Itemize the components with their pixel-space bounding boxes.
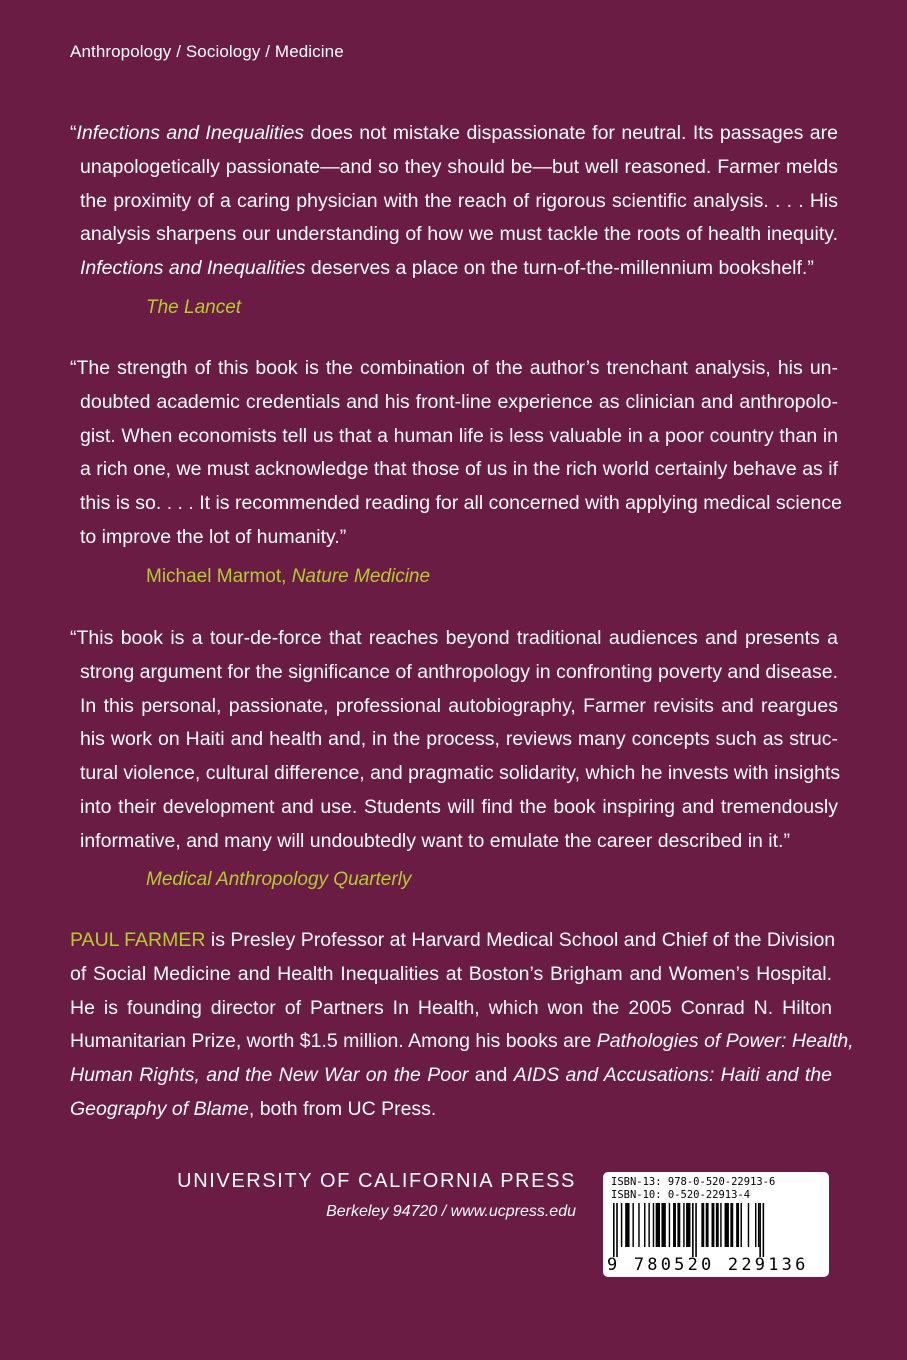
bio-line — [70, 1093, 832, 1127]
category-label: Anthropology / Sociology / Medicine — [70, 42, 344, 61]
quote-line — [70, 420, 838, 454]
text-segment: “The strength of this book is the combination of the author’s trenchant analysis, his un- — [70, 357, 838, 379]
barcode-bar — [748, 1203, 749, 1247]
text-segment: doubted academic credentials and his front-line experience as clinician and anthropolo- — [80, 390, 838, 413]
barcode-bar — [683, 1203, 684, 1247]
barcode-bar — [673, 1203, 676, 1247]
barcode-bar — [695, 1203, 697, 1257]
barcode-bar — [625, 1203, 629, 1247]
text-segment: Medical Anthropology Quarterly — [146, 869, 412, 890]
review-source-maq — [146, 869, 411, 891]
text-segment: unapologetically passionate—and so they should be—but well reasoned. Farmer melds — [80, 155, 838, 178]
quote-line — [70, 185, 838, 219]
text-segment: gist. When economists tell us that a human life is less valuable in a poor country than in — [80, 424, 838, 447]
text-segment: the proximity of a caring physician with the reach of rigorous scientific analysis. . . . His — [80, 189, 838, 212]
review-source-lancet — [146, 297, 241, 319]
barcode-bars — [611, 1203, 821, 1257]
text-segment: into their development and use. Students will find the book inspiring and tremendously — [80, 795, 838, 818]
author-name: PAUL FARMER — [70, 929, 206, 951]
barcode-bar — [725, 1203, 729, 1247]
barcode-bar — [706, 1203, 709, 1247]
quote-line — [70, 218, 838, 252]
text-segment: deserves a place on the turn-of-the-millennium bookshelf.” — [305, 257, 814, 280]
quote-line — [70, 453, 838, 487]
quote-line — [70, 690, 838, 724]
barcode-bar — [755, 1203, 756, 1247]
review-quote-maq — [70, 622, 841, 859]
quote-line — [70, 791, 838, 825]
text-segment: The Lancet — [146, 297, 242, 318]
barcode-bar — [759, 1203, 761, 1257]
text-segment: this is so. . . . It is recommended reading for all concerned with applying medical science — [80, 492, 842, 515]
barcode-bar — [701, 1203, 704, 1247]
barcode-bar — [653, 1203, 654, 1247]
barcode-bar — [638, 1203, 639, 1247]
barcode-bar — [632, 1203, 633, 1247]
quote-line — [70, 825, 838, 859]
quote-line — [70, 252, 838, 286]
quote-line — [70, 117, 838, 151]
text-segment: Michael Marmot, — [146, 566, 292, 587]
quote-line — [70, 151, 838, 185]
isbn-13-label: ISBN-13: 978-0-520-22913-6 — [611, 1176, 776, 1188]
quote-line — [70, 622, 838, 656]
barcode-bar — [736, 1203, 739, 1247]
text-segment: Nature Medicine — [291, 566, 431, 587]
bio-line — [70, 1025, 854, 1059]
text-segment: , both from UC Press. — [248, 1097, 437, 1120]
barcode-bar — [758, 1203, 759, 1247]
quote-line — [70, 487, 842, 521]
quote-line — [70, 656, 838, 690]
quote-line — [70, 723, 838, 757]
barcode-bar — [686, 1203, 690, 1247]
text-segment: informative, and many will undoubtedly want to emulate the career described in it.” — [80, 829, 790, 852]
isbn-barcode — [603, 1172, 829, 1277]
barcode-bar — [669, 1203, 670, 1247]
author-bio — [70, 924, 854, 1127]
text-segment: tural violence, cultural difference, and pragmatic solidarity, which he invests with insights — [80, 762, 841, 785]
barcode-bar — [677, 1203, 680, 1247]
publisher-name: UNIVERSITY OF CALIFORNIA PRESS — [177, 1170, 576, 1192]
barcode-bar — [720, 1203, 721, 1247]
text-segment: Human Rights, and the New War on the Poor — [70, 1064, 469, 1087]
quote-line — [70, 521, 838, 555]
text-segment: his work on Haiti and health and, in the process, reviews many concepts such as struc- — [80, 728, 838, 751]
barcode-bar — [712, 1203, 715, 1247]
barcode-bar — [648, 1203, 649, 1247]
bio-line — [70, 958, 832, 992]
barcode-bar — [730, 1203, 733, 1247]
text-segment: analysis sharpens our understanding of how we must tackle the roots of health inequity. — [80, 223, 838, 246]
isbn-10-label: ISBN-10: 0-520-22913-4 — [611, 1189, 751, 1201]
text-segment: Geography of Blame — [70, 1097, 249, 1120]
text-segment: “This book is a tour-de-force that reaches beyond traditional audiences and presents a — [70, 627, 838, 649]
text-segment: does not mistake dispassionate for neutral. Its passages are — [304, 122, 838, 144]
publisher-address: Berkeley 94720 / www.ucpress.edu — [326, 1203, 576, 1220]
barcode-bar — [613, 1203, 615, 1257]
review-source-marmot — [146, 566, 430, 588]
text-segment: He is founding director of Partners In Health, which won the 2005 Conrad N. Hilton — [70, 996, 832, 1019]
text-segment: a rich one, we must acknowledge that those of us in the rich world certainly behave as if — [80, 458, 838, 481]
bio-line — [70, 924, 836, 958]
text-segment: and — [468, 1064, 514, 1087]
text-segment: “ — [70, 122, 77, 144]
barcode-bar — [741, 1203, 742, 1247]
barcode-bar — [616, 1203, 618, 1257]
bio-line — [70, 992, 832, 1026]
text-segment: AIDS and Accusations: Haiti and the — [513, 1064, 832, 1087]
review-quote-lancet — [70, 117, 838, 286]
barcode-bar — [716, 1203, 719, 1247]
barcode-bar — [661, 1203, 665, 1247]
barcode-digits: 9 780520 229136 — [607, 1255, 809, 1275]
barcode-bar — [763, 1203, 765, 1257]
review-quote-marmot — [70, 352, 842, 555]
quote-line — [70, 352, 838, 386]
text-segment: Infections and Inequalities — [76, 122, 305, 144]
quote-line — [70, 757, 841, 791]
text-segment: Humanitarian Prize, worth $1.5 million. Among his books are — [70, 1030, 597, 1053]
text-segment: is Presley Professor at Harvard Medical School and Chief of the Division — [205, 929, 836, 951]
barcode-bar — [692, 1203, 694, 1257]
text-segment: of Social Medicine and Health Inequalities at Boston’s Brigham and Women’s Hospital. — [70, 962, 832, 985]
barcode-bar — [644, 1203, 645, 1247]
bio-line — [70, 1059, 832, 1093]
text-segment: In this personal, passionate, professional autobiography, Farmer revisits and reargues — [80, 694, 838, 717]
text-segment: strong argument for the significance of anthropology in confronting poverty and disease. — [80, 660, 838, 683]
barcode-bar — [621, 1203, 622, 1247]
text-segment: Pathologies of Power: Health, — [596, 1030, 854, 1053]
text-segment: Infections and Inequalities — [80, 257, 306, 280]
quote-line — [70, 386, 838, 420]
text-segment: to improve the lot of humanity.” — [80, 525, 347, 548]
barcode-bar — [656, 1203, 660, 1247]
